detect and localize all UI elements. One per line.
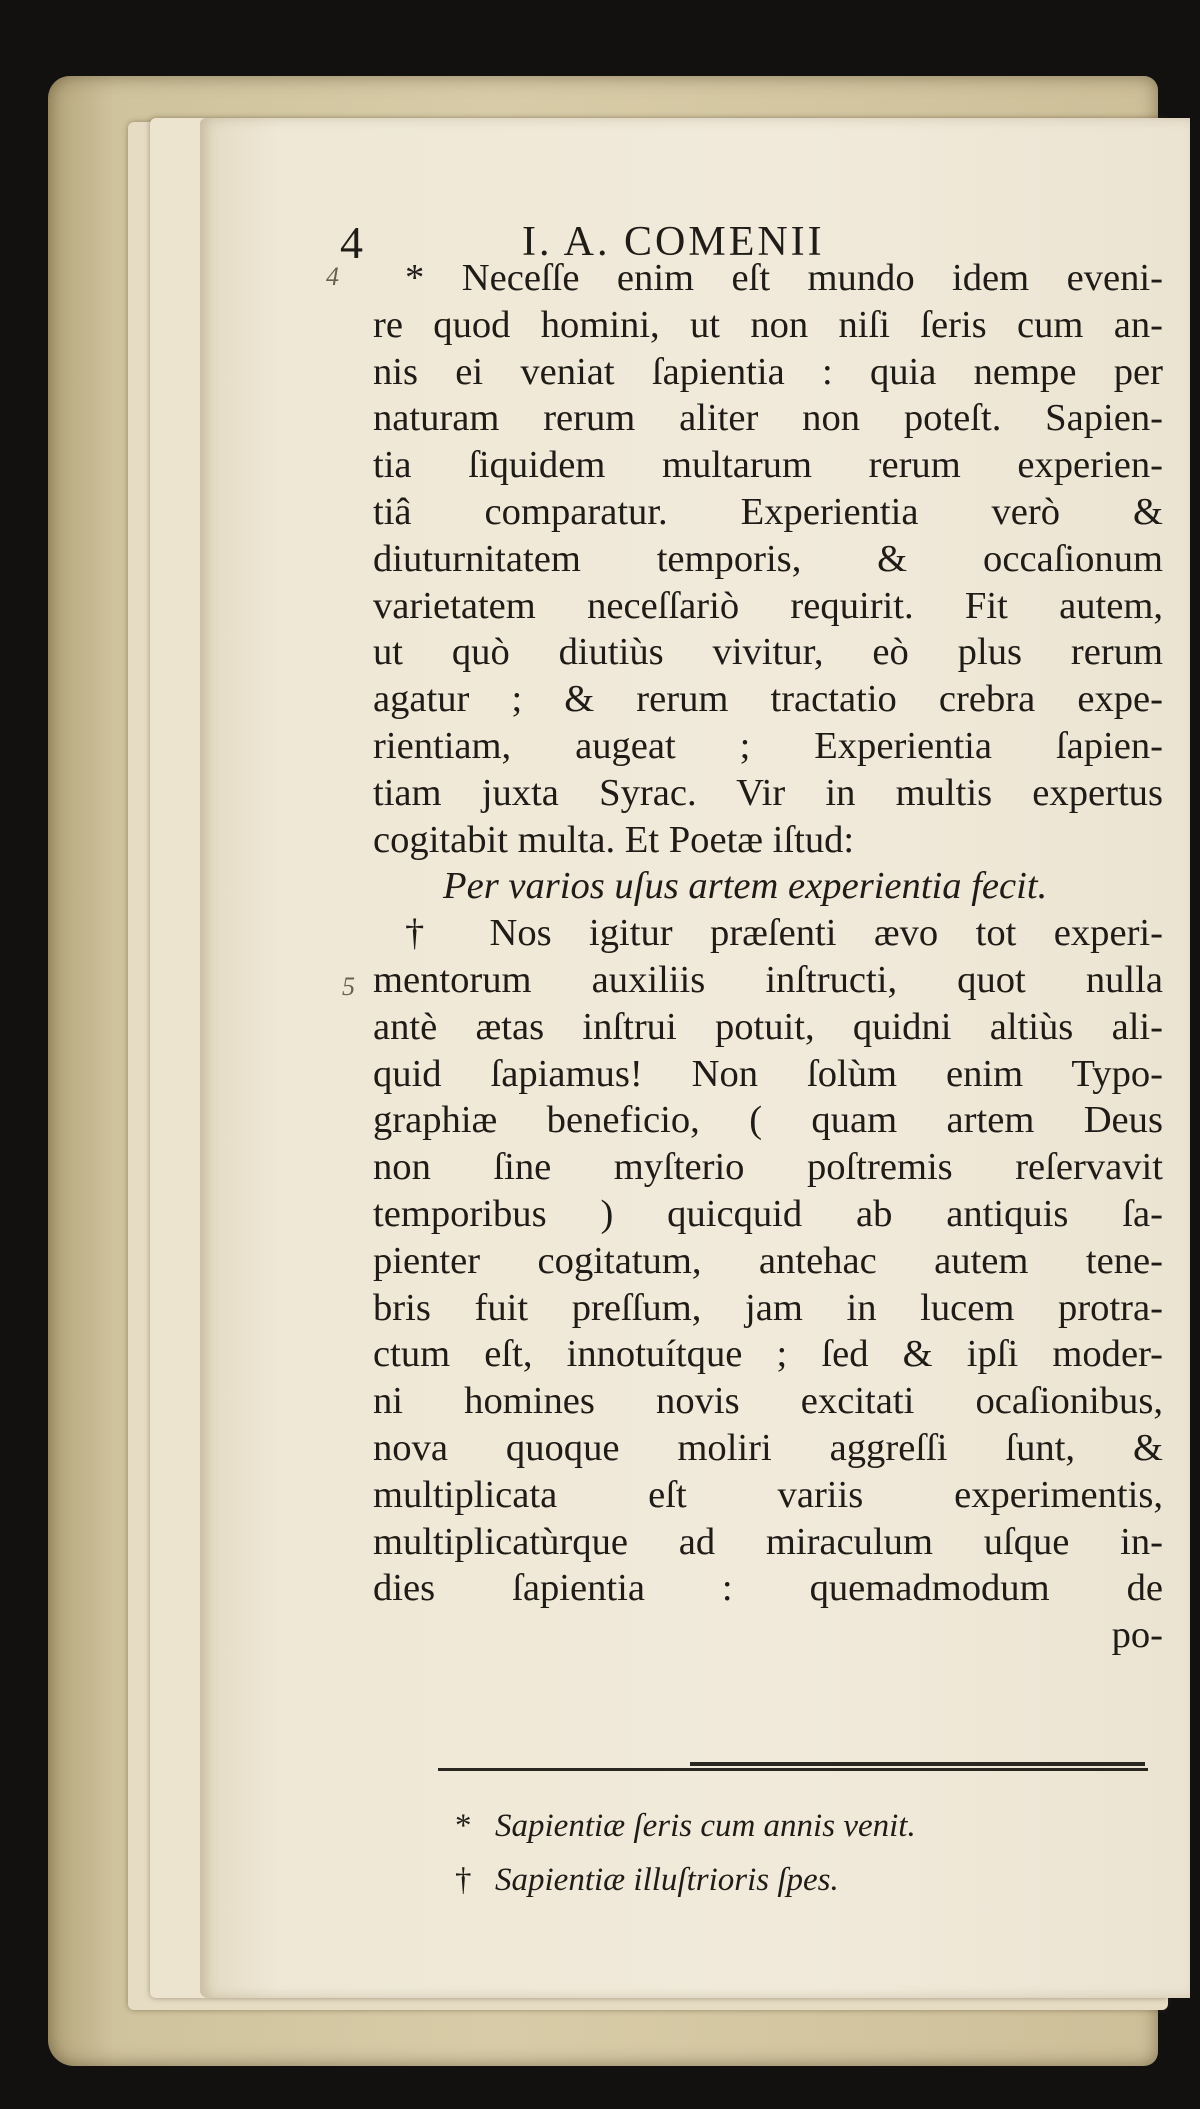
text-line: nova quoque moliri aggreſſi ſunt, & [373,1426,1163,1469]
text-line: tia ſiquidem multarum rerum experien- [373,444,1163,487]
text-line: re quod homini, ut non niſi ſeris cum an- [373,303,1163,346]
text-line: bris fuit preſſum, jam in lucem protra- [373,1286,1163,1329]
text-line: agatur ; & rerum tractatio crebra expe- [373,678,1163,721]
text-line: ctum eſt, innotuítque ; ſed & ipſi moder- [373,1333,1163,1376]
text-line: ni homines novis excitati ocaſionibus, [373,1380,1163,1423]
verse-quote: Per varios uſus artem experientia fecit. [443,865,1048,908]
text-line: ut quò diutiùs vivitur, eò plus rerum [373,631,1163,674]
text-line: tiam juxta Syrac. Vir in multis expertus [373,771,1163,814]
text-line: diuturnitatem temporis, & occaſionum [373,537,1163,580]
catchword: po- [1111,1614,1163,1657]
text-line: mentorum auxiliis inſtructi, quot nulla [373,958,1163,1001]
footnote-marker: † [455,1862,472,1898]
footnote-text: Sapientiæ illuſtrioris ſpes. [495,1862,839,1898]
footnote-rule [438,1768,1148,1771]
text-line: multiplicata eſt variis experimentis, [373,1473,1163,1516]
page-number: 4 [340,217,363,268]
text-line: tiâ comparatur. Experientia verò & [373,490,1163,533]
text-line: graphiæ beneficio, ( quam artem Deus [373,1099,1163,1142]
text-line: cogitabit multa. Et Poetæ iſtud: [373,818,855,861]
text-line: temporibus ) quicquid ab antiquis ſa- [373,1192,1163,1235]
text-line: multiplicatùrque ad miraculum uſque in- [373,1520,1163,1563]
text-line: antè ætas inſtrui potuit, quidni altiùs ali- [373,1005,1163,1048]
text-line: * Neceſſe enim eſt mundo idem eveni- [405,257,1163,299]
footnote-rule-heavy [690,1762,1145,1766]
text-line: dies ſapientia : quemadmodum de [373,1567,1163,1610]
text-line: quid ſapiamus! Non ſolùm enim Typo- [373,1052,1163,1095]
footnote-1 [455,1808,916,1845]
text-line: non ſine myſterio poſtremis reſervavit [373,1146,1163,1189]
text-line: † Nos igitur præſenti ævo tot experi- [405,912,1163,955]
footnote-2 [455,1862,839,1899]
margin-note-5: 5 [342,972,355,1001]
text-line: pienter cogitatum, antehac autem tene- [373,1239,1163,1282]
text-line: rientiam, augeat ; Experientia ſapien- [373,724,1163,767]
text-line: varietatem neceſſariò requirit. Fit autem, [373,584,1163,627]
footnote-text: Sapientiæ ſeris cum annis venit. [495,1808,916,1844]
text-line: nis ei veniat ſapientia : quia nempe per [373,350,1163,393]
main-text [373,255,1163,1659]
running-title: I. A. COMENII [522,219,825,265]
footnote-marker: * [455,1808,472,1844]
margin-note-4: 4 [326,262,339,291]
text-line: naturam rerum aliter non poteſt. Sapien- [373,397,1163,440]
